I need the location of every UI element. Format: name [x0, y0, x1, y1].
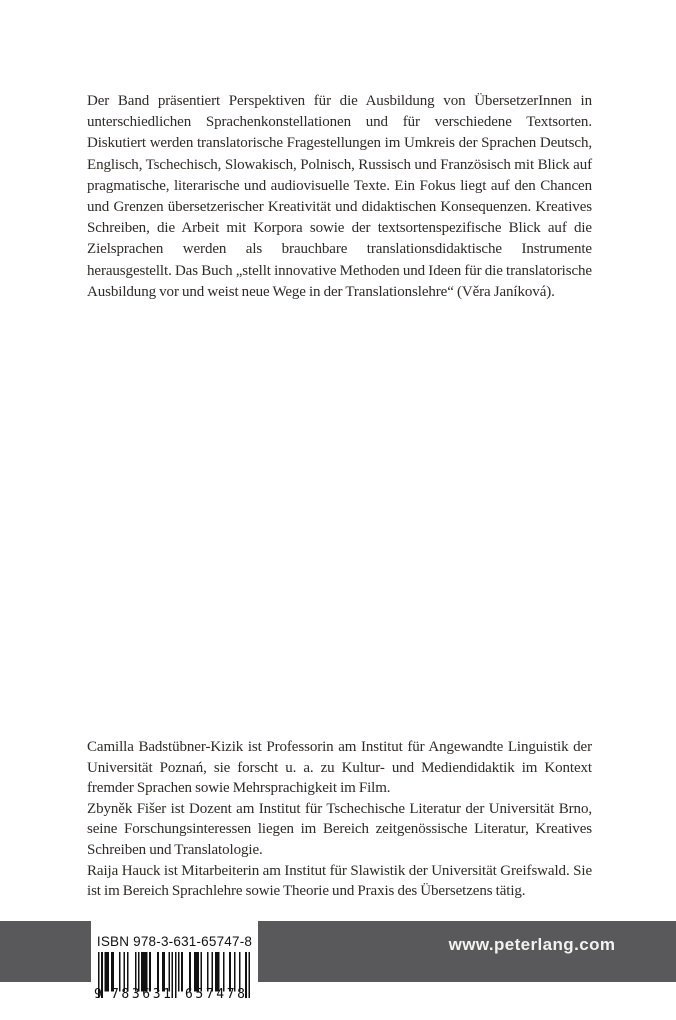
barcode-digit-first: 9: [94, 987, 102, 1002]
barcode-digits-right: 657478: [185, 987, 248, 1002]
isbn-barcode-panel: [91, 921, 258, 1013]
barcode-digits-left: 783631: [111, 987, 174, 1002]
author-bio-badstuebner-kizik: Camilla Badstübner-Kizik ist Professorin am Institut für Angewandte Linguistik der Universität Poznań, sie forscht u. a. zu Kultur- und Mediendidaktik im Kontext fremder Sprachen sowie Mehrsprachigkeit im Film.: [87, 739, 592, 797]
synopsis-paragraph: Der Band präsentiert Perspektiven für die Ausbildung von ÜbersetzerInnen in unterschiedlichen Sprachenkonstellationen und für verschiedene Textsorten. Diskutiert werden translatorische Fragestellungen im Umkreis der Sprachen Deutsch, Englisch, Tschechisch, Slowakisch, Polnisch, Russisch und Französisch mit Blick auf pragmatische, literarische und audiovisuelle Texte. Ein Fokus liegt auf den Chancen und Grenzen übersetzerischer Kreativität und didaktischen Konsequenzen. Kreatives Schreiben, die Arbeit mit Korpora sowie der textsortenspezifische Blick auf die Zielsprachen werden als brauchbare translationsdidaktische Instrumente herausgestellt. Das Buch „stellt innovative Methoden und Ideen für die translatorische Ausbildung vor und weist neue Wege in der Translationslehre“ (Věra Janíková).: [87, 93, 592, 300]
author-bio-fiser: Zbyněk Fišer ist Dozent am Institut für Tschechische Literatur der Universität Brno, seine Forschungsinteressen liegen im Bereich zeitgenössische Literatur, Kreatives Schreiben und Translatologie.: [87, 800, 592, 858]
publisher-url[interactable]: www.peterlang.com: [448, 935, 616, 954]
author-bios: [87, 737, 592, 902]
author-bio-hauck: Raija Hauck ist Mitarbeiterin am Institut für Slawistik der Universität Greifswald. Sie ist im Bereich Sprachlehre sowie Theorie und Praxis des Übersetzens tätig.: [87, 862, 592, 900]
isbn-text: ISBN 978-3-631-65747-8: [96, 934, 253, 949]
